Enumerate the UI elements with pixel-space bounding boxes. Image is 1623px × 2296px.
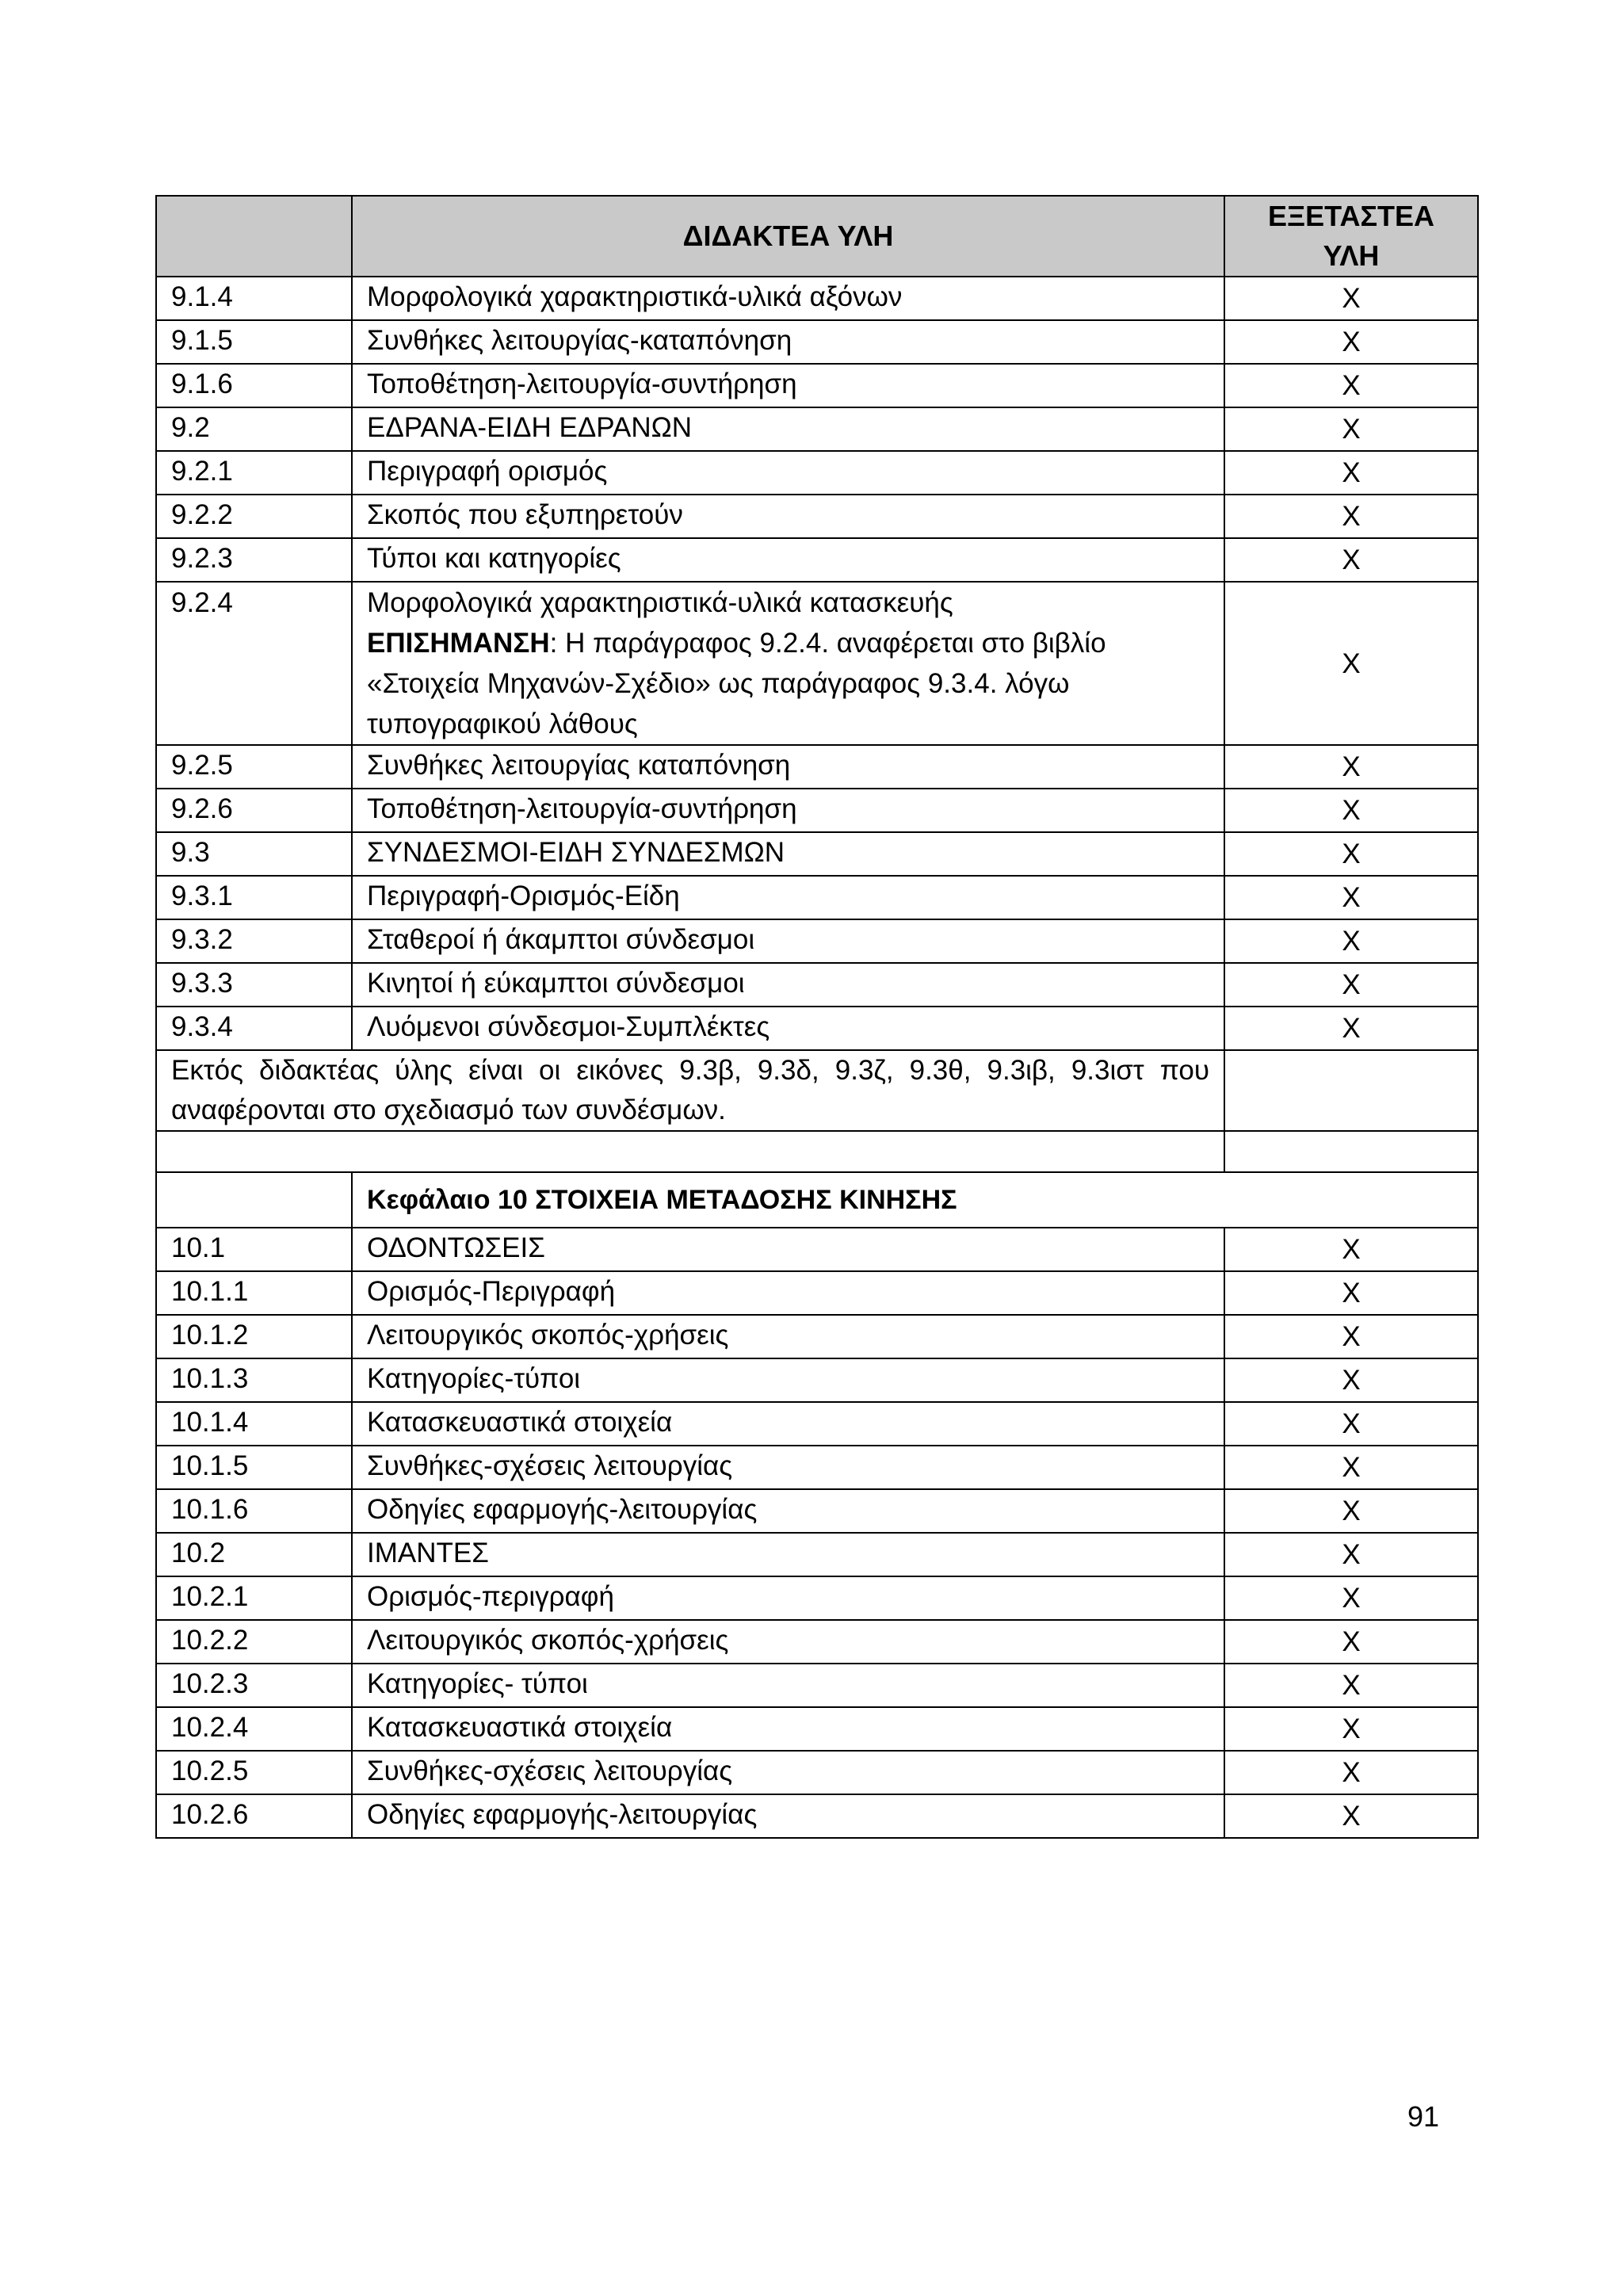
table-row xyxy=(156,1402,1478,1446)
row-code: 10.1.5 xyxy=(156,1446,352,1489)
table-row xyxy=(156,1576,1478,1620)
header-examined-material: ΕΞΕΤΑΣΤΕΑ ΥΛΗ xyxy=(1224,196,1478,277)
table-row xyxy=(156,1489,1478,1533)
row-title: Περιγραφή-Ορισμός-Είδη xyxy=(352,876,1224,919)
row-mark: Χ xyxy=(1224,1707,1478,1751)
page-number: 91 xyxy=(1407,2100,1439,2133)
row-code: 10.2.3 xyxy=(156,1664,352,1707)
row-code: 9.3.1 xyxy=(156,876,352,919)
row-code: 9.2.5 xyxy=(156,745,352,789)
table-row xyxy=(156,963,1478,1007)
row-title: Σκοπός που εξυπηρετούν xyxy=(352,495,1224,538)
table-row xyxy=(156,1446,1478,1489)
row-title: ΣΥΝΔΕΣΜΟΙ-ΕΙΔΗ ΣΥΝΔΕΣΜΩΝ xyxy=(352,832,1224,876)
row-code: 9.1.6 xyxy=(156,364,352,407)
header-code-cell xyxy=(156,196,352,277)
table-row xyxy=(156,876,1478,919)
table-row xyxy=(156,1007,1478,1050)
row-code: 10.1.4 xyxy=(156,1402,352,1446)
row-code: 10.2 xyxy=(156,1533,352,1576)
table-body-part1 xyxy=(156,277,1478,582)
row-mark: Χ xyxy=(1224,1402,1478,1446)
row-code: 9.2.3 xyxy=(156,538,352,582)
row-title: Συνθήκες-σχέσεις λειτουργίας xyxy=(352,1751,1224,1794)
row-title: Ορισμός-Περιγραφή xyxy=(352,1271,1224,1315)
table-row xyxy=(156,277,1478,320)
row-code: 9.2.1 xyxy=(156,451,352,495)
table-row xyxy=(156,407,1478,451)
row-code: 9.1.4 xyxy=(156,277,352,320)
row-mark: Χ xyxy=(1224,832,1478,876)
spacer-cell xyxy=(156,1131,1224,1172)
row-title: Κατασκευαστικά στοιχεία xyxy=(352,1402,1224,1446)
row-title-with-note xyxy=(352,582,1224,745)
table-row xyxy=(156,538,1478,582)
row-mark: Χ xyxy=(1224,1794,1478,1838)
table-row xyxy=(156,451,1478,495)
row-title: Μορφολογικά χαρακτηριστικά-υλικά αξόνων xyxy=(352,277,1224,320)
table-row xyxy=(156,919,1478,963)
row-mark: Χ xyxy=(1224,320,1478,364)
row-code: 10.1 xyxy=(156,1228,352,1271)
row-code: 10.1.1 xyxy=(156,1271,352,1315)
row-code: 9.2.2 xyxy=(156,495,352,538)
row-mark: Χ xyxy=(1224,407,1478,451)
row-code: 9.3 xyxy=(156,832,352,876)
row-title: Τοποθέτηση-λειτουργία-συντήρηση xyxy=(352,789,1224,832)
row-title: Οδηγίες εφαρμογής-λειτουργίας xyxy=(352,1489,1224,1533)
row-code: 9.3.3 xyxy=(156,963,352,1007)
table-row xyxy=(156,1358,1478,1402)
table-row xyxy=(156,1228,1478,1271)
spacer-cell xyxy=(1224,1131,1478,1172)
exclusion-note-row xyxy=(156,1050,1478,1131)
row-title: Μορφολογικά χαρακτηριστικά-υλικά κατασκευής xyxy=(367,587,953,618)
row-title: Ορισμός-περιγραφή xyxy=(352,1576,1224,1620)
chapter-row xyxy=(156,1172,1478,1228)
row-mark: Χ xyxy=(1224,1007,1478,1050)
row-mark: Χ xyxy=(1224,1446,1478,1489)
exclusion-note: Εκτός διδακτέας ύλης είναι οι εικόνες 9.3β, 9.3δ, 9.3ζ, 9.3θ, 9.3ιβ, 9.3ιστ που αναφέρονται στο σχεδιασμό των συνδέσμων. xyxy=(156,1050,1224,1131)
chapter-empty-cell xyxy=(156,1172,352,1228)
row-code: 10.1.3 xyxy=(156,1358,352,1402)
note-label: ΕΠΙΣΗΜΑΝΣΗ xyxy=(367,628,550,659)
table-row xyxy=(156,1751,1478,1794)
row-title: Λειτουργικός σκοπός-χρήσεις xyxy=(352,1315,1224,1358)
row-mark: Χ xyxy=(1224,789,1478,832)
row-mark: Χ xyxy=(1224,1315,1478,1358)
row-mark: Χ xyxy=(1224,963,1478,1007)
table-row xyxy=(156,832,1478,876)
table-row xyxy=(156,1271,1478,1315)
row-mark: Χ xyxy=(1224,1228,1478,1271)
row-mark: Χ xyxy=(1224,1576,1478,1620)
row-mark: Χ xyxy=(1224,538,1478,582)
row-title: Κατηγορίες- τύποι xyxy=(352,1664,1224,1707)
note-text: : Η παράγραφος 9.2.4. αναφέρεται στο βιβλίο «Στοιχεία Μηχανών-Σχέδιο» ως παράγραφος 9.3.4. λόγω τυπογραφικού λάθους xyxy=(367,628,1106,739)
row-code: 9.3.2 xyxy=(156,919,352,963)
row-mark: Χ xyxy=(1224,876,1478,919)
row-mark: Χ xyxy=(1224,745,1478,789)
table-row xyxy=(156,1707,1478,1751)
table-row xyxy=(156,1315,1478,1358)
row-mark: Χ xyxy=(1224,495,1478,538)
table-row xyxy=(156,495,1478,538)
table-row xyxy=(156,1794,1478,1838)
table-row xyxy=(156,1620,1478,1664)
row-note xyxy=(367,623,1209,744)
row-code: 10.2.2 xyxy=(156,1620,352,1664)
table-row xyxy=(156,745,1478,789)
row-code: 9.1.5 xyxy=(156,320,352,364)
row-title: Οδηγίες εφαρμογής-λειτουργίας xyxy=(352,1794,1224,1838)
table-row xyxy=(156,1533,1478,1576)
chapter-heading: Κεφάλαιο 10 ΣΤΟΙΧΕΙΑ ΜΕΤΑΔΟΣΗΣ ΚΙΝΗΣΗΣ xyxy=(352,1172,1478,1228)
row-title: Λυόμενοι σύνδεσμοι-Συμπλέκτες xyxy=(352,1007,1224,1050)
row-title: Λειτουργικός σκοπός-χρήσεις xyxy=(352,1620,1224,1664)
table-row xyxy=(156,789,1478,832)
row-mark: Χ xyxy=(1224,1751,1478,1794)
row-code: 9.2.4 xyxy=(156,582,352,745)
row-mark: Χ xyxy=(1224,1664,1478,1707)
row-code: 10.2.1 xyxy=(156,1576,352,1620)
table-body-part3 xyxy=(156,1228,1478,1838)
table-body-924 xyxy=(156,582,1478,745)
row-title: Κατηγορίες-τύποι xyxy=(352,1358,1224,1402)
empty-mark-cell xyxy=(1224,1050,1478,1131)
row-title: Συνθήκες λειτουργίας καταπόνηση xyxy=(352,745,1224,789)
syllabus-table xyxy=(155,195,1479,1839)
row-code: 10.2.4 xyxy=(156,1707,352,1751)
table-row xyxy=(156,1664,1478,1707)
row-mark: Χ xyxy=(1224,1533,1478,1576)
row-code: 10.1.2 xyxy=(156,1315,352,1358)
row-title: ΙΜΑΝΤΕΣ xyxy=(352,1533,1224,1576)
row-mark: Χ xyxy=(1224,582,1478,745)
row-title: ΟΔΟΝΤΩΣΕΙΣ xyxy=(352,1228,1224,1271)
row-title: ΕΔΡΑΝΑ-ΕΙΔΗ ΕΔΡΑΝΩΝ xyxy=(352,407,1224,451)
row-title: Κατασκευαστικά στοιχεία xyxy=(352,1707,1224,1751)
row-code: 9.2.6 xyxy=(156,789,352,832)
row-title: Σταθεροί ή άκαμπτοι σύνδεσμοι xyxy=(352,919,1224,963)
row-mark: Χ xyxy=(1224,451,1478,495)
row-title: Τοποθέτηση-λειτουργία-συντήρηση xyxy=(352,364,1224,407)
header-taught-material: ΔΙΔΑΚΤΕΑ ΥΛΗ xyxy=(352,196,1224,277)
row-code: 10.1.6 xyxy=(156,1489,352,1533)
row-mark: Χ xyxy=(1224,1489,1478,1533)
row-title: Συνθήκες-σχέσεις λειτουργίας xyxy=(352,1446,1224,1489)
row-title: Περιγραφή ορισμός xyxy=(352,451,1224,495)
table-row xyxy=(156,364,1478,407)
row-title: Κινητοί ή εύκαμπτοι σύνδεσμοι xyxy=(352,963,1224,1007)
row-mark: Χ xyxy=(1224,1620,1478,1664)
row-mark: Χ xyxy=(1224,1358,1478,1402)
table-body-notes xyxy=(156,1050,1478,1228)
row-code: 9.3.4 xyxy=(156,1007,352,1050)
row-title: Συνθήκες λειτουργίας-καταπόνηση xyxy=(352,320,1224,364)
table-body-part2 xyxy=(156,745,1478,1050)
row-mark: Χ xyxy=(1224,277,1478,320)
table-header-row xyxy=(156,196,1478,277)
table-row xyxy=(156,320,1478,364)
row-code: 9.2 xyxy=(156,407,352,451)
row-mark: Χ xyxy=(1224,919,1478,963)
row-mark: Χ xyxy=(1224,364,1478,407)
row-mark: Χ xyxy=(1224,1271,1478,1315)
row-code: 10.2.6 xyxy=(156,1794,352,1838)
row-title: Τύποι και κατηγορίες xyxy=(352,538,1224,582)
row-code: 10.2.5 xyxy=(156,1751,352,1794)
table-row xyxy=(156,582,1478,745)
spacer-row xyxy=(156,1131,1478,1172)
